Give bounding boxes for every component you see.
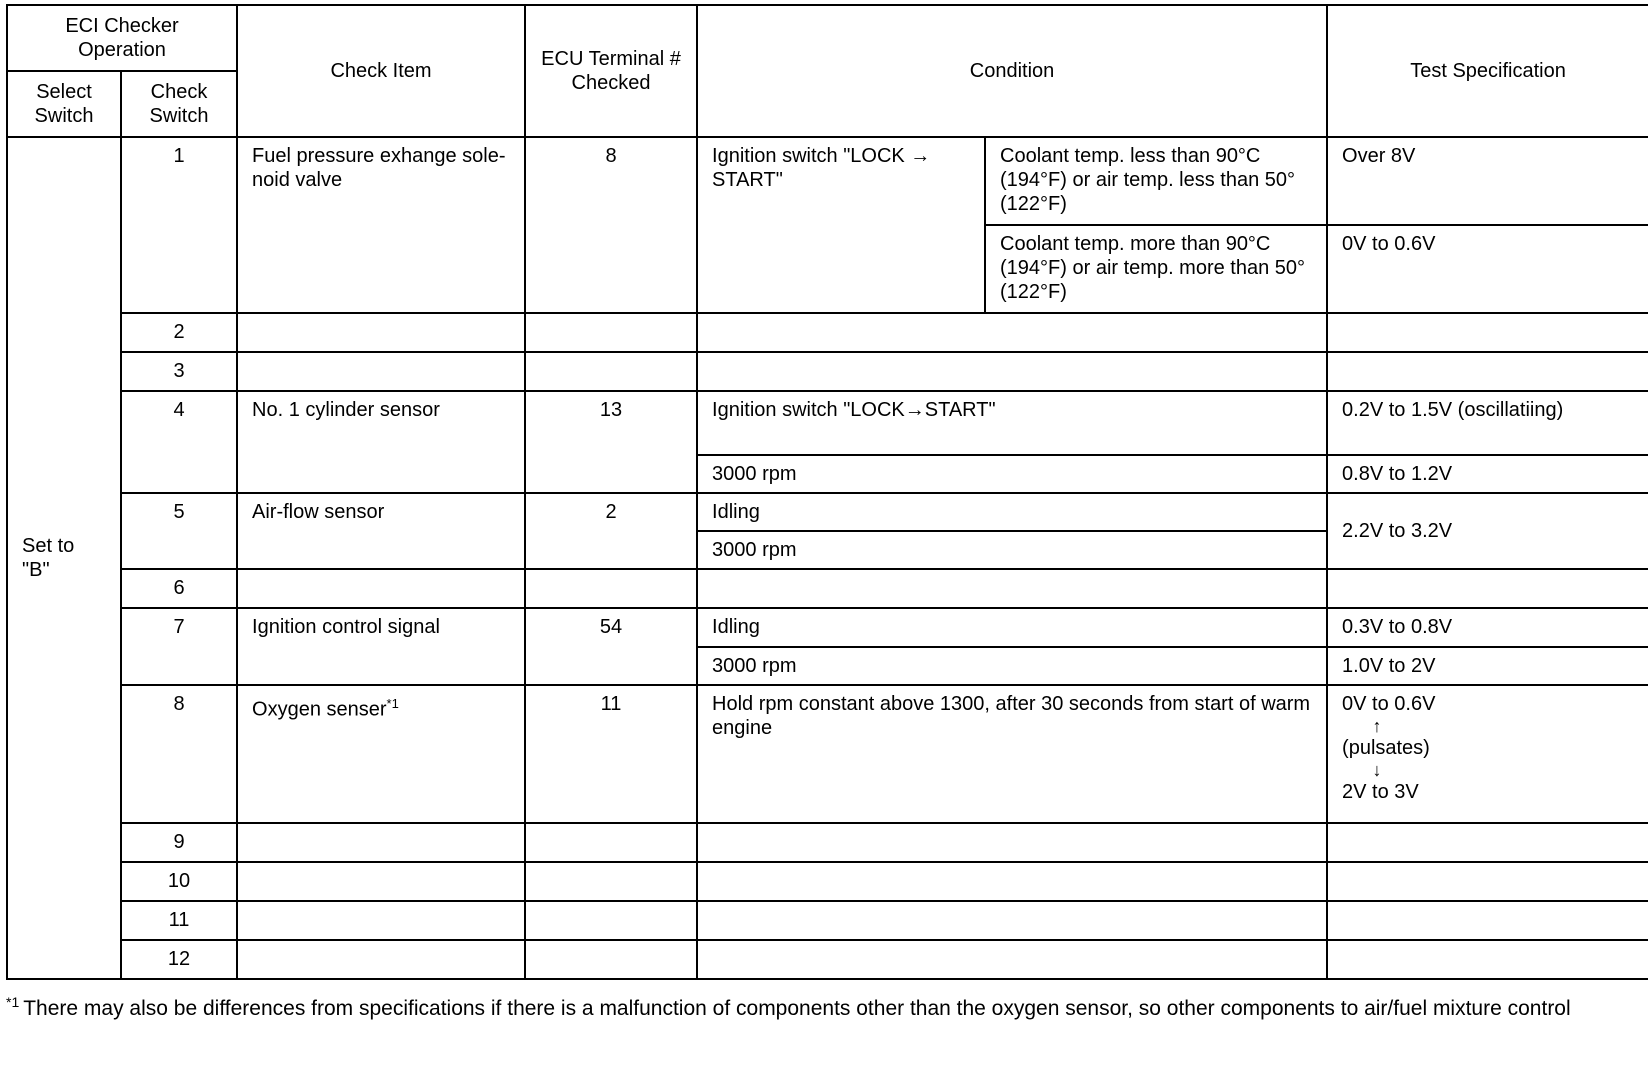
check-item-4: No. 1 cylinder sensor [237,391,525,493]
spec-12 [1327,940,1648,979]
condition-3 [697,352,1327,391]
check-switch-1: 1 [121,137,237,313]
footnote [6,989,1646,1022]
header-ecu-terminal: ECU Terminal # Checked [525,5,697,137]
terminal-8: 11 [525,685,697,823]
condition-4b: 3000 rpm [697,455,1327,493]
check-switch-7: 7 [121,608,237,685]
spec-7b: 1.0V to 2V [1327,647,1648,685]
table-row [7,137,1648,225]
check-item-10 [237,862,525,901]
footnote-mark: *1 [6,994,20,1010]
table-row [7,313,1648,352]
condition-7a: Idling [697,608,1327,647]
terminal-1: 8 [525,137,697,313]
terminal-9 [525,823,697,862]
table-row [7,493,1648,531]
check-item-8 [237,685,525,823]
condition-12 [697,940,1327,979]
condition-1-sub-a: Coolant temp. less than 90°C (194°F) or air temp. less than 50° (122°F) [985,137,1327,225]
check-switch-8: 8 [121,685,237,823]
condition-5b: 3000 rpm [697,531,1327,569]
check-item-11 [237,901,525,940]
check-switch-2: 2 [121,313,237,352]
condition-8: Hold rpm constant above 1300, after 30 seconds from start of warm engine [697,685,1327,823]
header-select-switch: Select Switch [7,71,121,137]
spec-2 [1327,313,1648,352]
check-item-9 [237,823,525,862]
eci-checker-table [6,4,1648,980]
condition-4a: Ignition switch "LOCK→START" [697,391,1327,455]
spec-8-mid: (pulsates) [1342,737,1430,759]
spec-1b: 0V to 0.6V [1327,225,1648,313]
condition-5a: Idling [697,493,1327,531]
spec-6 [1327,569,1648,608]
condition-1-sub-b: Coolant temp. more than 90°C (194°F) or air temp. more than 50° (122°F) [985,225,1327,313]
terminal-11 [525,901,697,940]
check-switch-4: 4 [121,391,237,493]
check-item-7: Ignition control signal [237,608,525,685]
table-row [7,901,1648,940]
condition-11 [697,901,1327,940]
terminal-6 [525,569,697,608]
spec-3 [1327,352,1648,391]
terminal-7: 54 [525,608,697,685]
table-row [7,569,1648,608]
table-row [7,862,1648,901]
terminal-5: 2 [525,493,697,569]
terminal-12 [525,940,697,979]
check-item-12 [237,940,525,979]
check-switch-6: 6 [121,569,237,608]
spec-5: 2.2V to 3.2V [1327,493,1648,569]
table-row [7,685,1648,823]
check-switch-5: 5 [121,493,237,569]
table-row [7,352,1648,391]
condition-9 [697,823,1327,862]
check-item-1: Fuel pressure exhange sole-noid valve [237,137,525,313]
spec-10 [1327,862,1648,901]
check-switch-11: 11 [121,901,237,940]
eci-check-sheet [6,4,1648,1088]
check-item-6 [237,569,525,608]
footnote-ref: *1 [386,696,399,711]
header-test-spec: Test Specification [1327,5,1648,137]
check-item-2 [237,313,525,352]
spec-8 [1327,685,1648,823]
spec-4a: 0.2V to 1.5V (oscillatiing) [1327,391,1648,455]
header-check-item: Check Item [237,5,525,137]
arrow-down-icon: ↓ [1372,760,1382,780]
spec-1a: Over 8V [1327,137,1648,225]
arrow-up-icon: ↑ [1372,716,1382,736]
spec-7a: 0.3V to 0.8V [1327,608,1648,647]
condition-7b: 3000 rpm [697,647,1327,685]
spec-8-top: 0V to 0.6V [1342,693,1436,715]
check-item-5: Air-flow sensor [237,493,525,569]
terminal-3 [525,352,697,391]
table-row [7,940,1648,979]
check-item-8-label: Oxygen senser [252,698,387,721]
spec-9 [1327,823,1648,862]
terminal-4: 13 [525,391,697,493]
condition-6 [697,569,1327,608]
header-condition: Condition [697,5,1327,137]
check-switch-3: 3 [121,352,237,391]
table-row [7,608,1648,647]
footnote-text: There may also be differences from specifications if there is a malfunction of components other than the oxygen sensor, so other components to air/fuel mixture control [23,997,1571,1020]
check-switch-12: 12 [121,940,237,979]
select-switch-value: Set to "B" [7,137,121,979]
spec-4b: 0.8V to 1.2V [1327,455,1648,493]
header-operation: ECI Checker Operation [7,5,237,71]
table-row [7,823,1648,862]
check-item-3 [237,352,525,391]
terminal-2 [525,313,697,352]
spec-11 [1327,901,1648,940]
terminal-10 [525,862,697,901]
check-switch-10: 10 [121,862,237,901]
table-row [7,391,1648,455]
check-switch-9: 9 [121,823,237,862]
condition-1: Ignition switch "LOCK → START" [697,137,985,313]
spec-8-bottom: 2V to 3V [1342,781,1419,803]
condition-2 [697,313,1327,352]
header-check-switch: Check Switch [121,71,237,137]
condition-10 [697,862,1327,901]
